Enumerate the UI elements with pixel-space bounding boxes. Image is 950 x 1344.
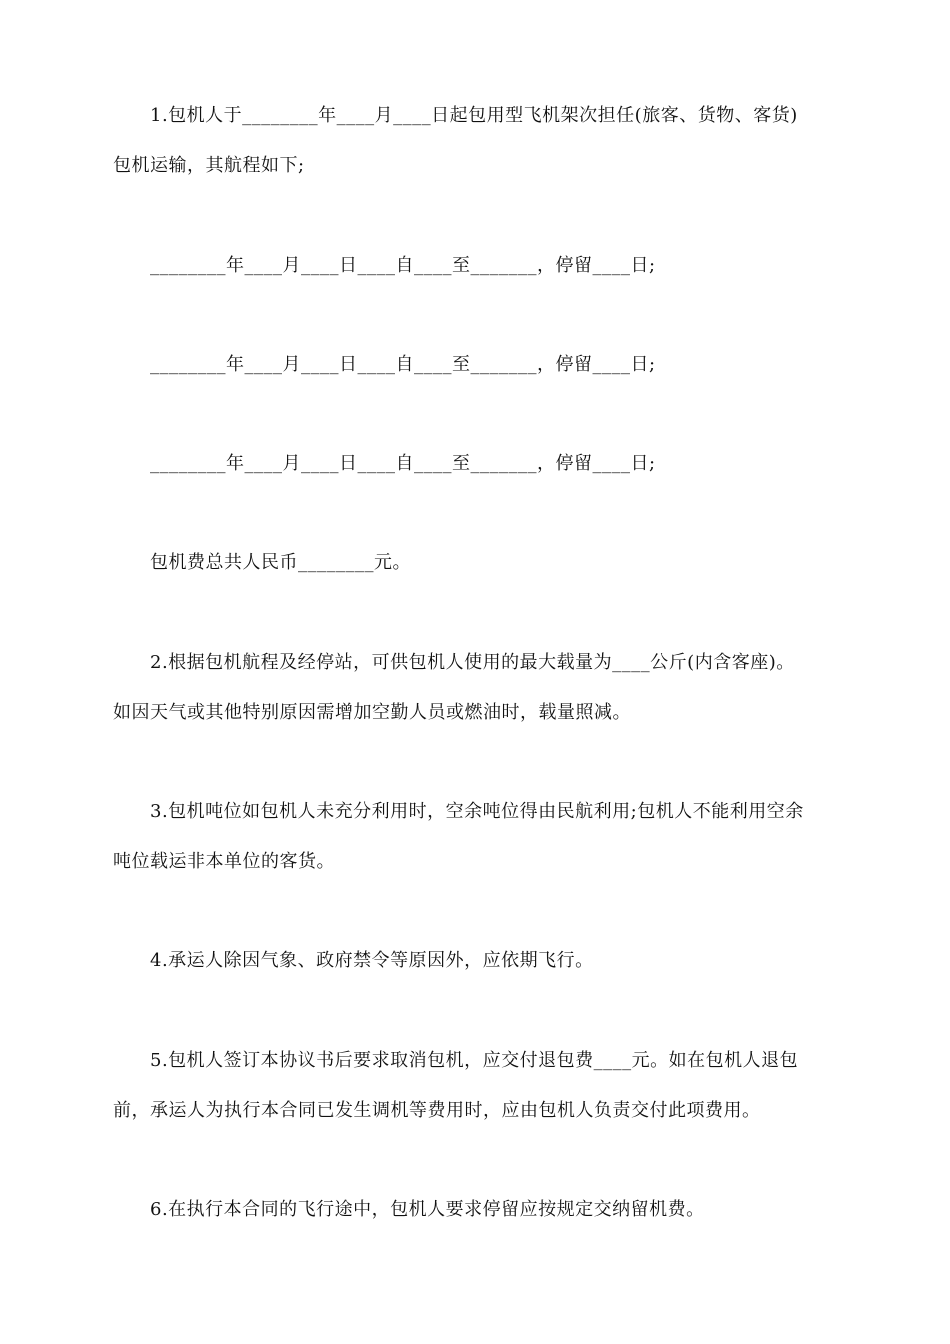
total-fee-line: 包机费总共人民币________元。 <box>150 552 411 573</box>
itinerary-line-1: ________年____月____日____自____至_______，停留____日; <box>150 255 656 276</box>
clause-1-line-1: 1.包机人于________年____月____日起包用型飞机架次担任(旅客、货物、客货) <box>150 105 798 126</box>
clause-3-line-1: 3.包机吨位如包机人未充分利用时，空余吨位得由民航利用;包机人不能利用空余 <box>150 801 804 822</box>
itinerary-line-2: ________年____月____日____自____至_______，停留____日; <box>150 354 656 375</box>
clause-5-line-2: 前，承运人为执行本合同已发生调机等费用时，应由包机人负责交付此项费用。 <box>113 1100 761 1121</box>
clause-3-line-2: 吨位载运非本单位的客货。 <box>113 851 335 872</box>
clause-4-line-1: 4.承运人除因气象、政府禁令等原因外，应依期飞行。 <box>150 950 594 971</box>
clause-2-line-1: 2.根据包机航程及经停站，可供包机人使用的最大载量为____公斤(内含客座)。 <box>150 652 795 673</box>
itinerary-line-3: ________年____月____日____自____至_______，停留____日; <box>150 453 656 474</box>
clause-5-line-1: 5.包机人签订本协议书后要求取消包机，应交付退包费____元。如在包机人退包 <box>150 1050 799 1071</box>
clause-1-line-2: 包机运输，其航程如下; <box>113 155 305 176</box>
clause-2-line-2: 如因天气或其他特别原因需增加空勤人员或燃油时，载量照减。 <box>113 702 631 723</box>
clause-6-line-1: 6.在执行本合同的飞行途中，包机人要求停留应按规定交纳留机费。 <box>150 1199 705 1220</box>
